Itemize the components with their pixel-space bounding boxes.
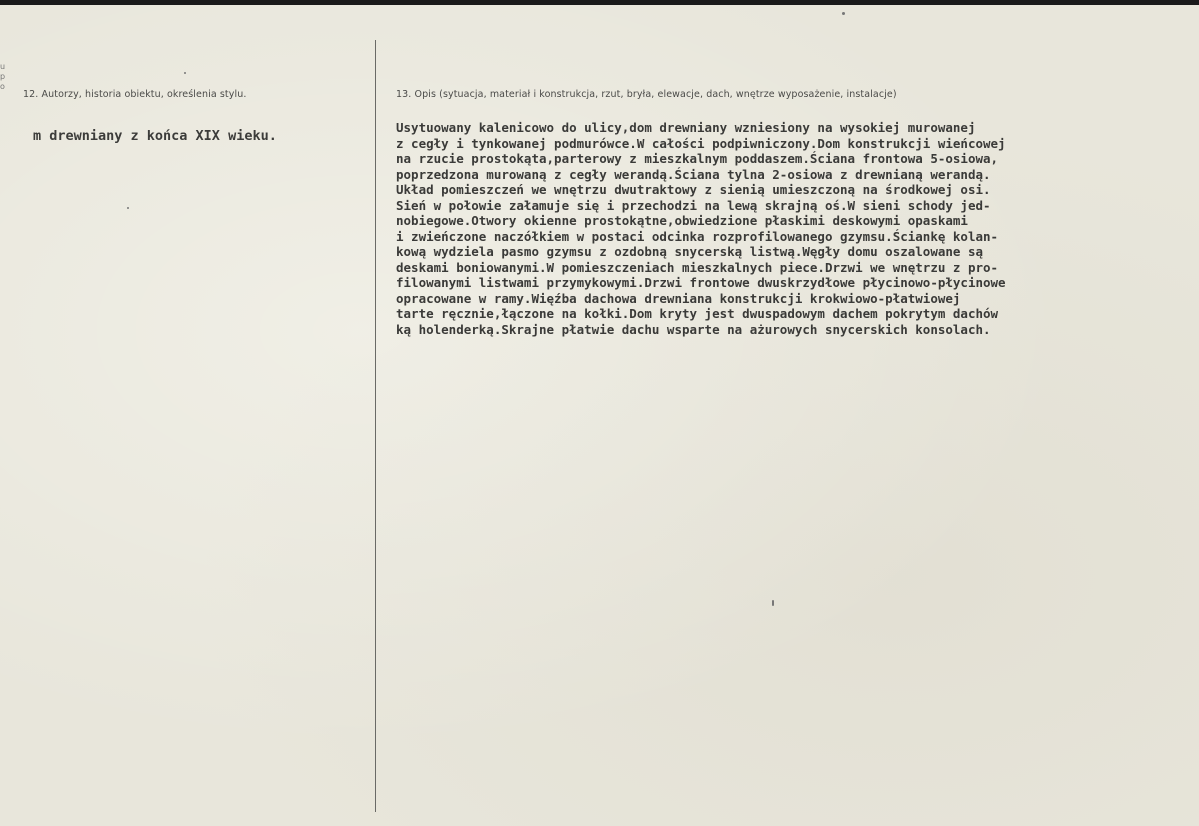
description-line: nobiegowe.Otwory okienne prostokątne,obwiedzione płaskimi deskowymi opaskami bbox=[396, 213, 968, 228]
description-line: opracowane w ramy.Więźba dachowa drewniana konstrukcji krokwiowo-płatwiowej bbox=[396, 290, 961, 306]
description-line: filowanymi listwami przymykowymi.Drzwi frontowe dwuskrzydłowe płycinowo-płycinowe bbox=[396, 275, 1006, 290]
description-line: Sień w połowie załamuje się i przechodzi na lewą skrajną oś.W sieni schody jed- bbox=[396, 197, 991, 213]
description-line: Usytuowany kalenicowo do ulicy,dom drewniany wzniesiony na wysokiej murowanej bbox=[396, 120, 976, 135]
margin-mark: p bbox=[0, 72, 6, 81]
field-13-label: 13. Opis (sytuacja, materiał i konstrukcja, rzut, bryła, elewacje, dach, wnętrze wyposażenie, instalacje) bbox=[396, 89, 897, 100]
description-line: Układ pomieszczeń we wnętrzu dwutraktowy z sienią umieszczoną na środkowej osi. bbox=[396, 182, 991, 197]
description-line: na rzucie prostokąta,parterowy z mieszkalnym poddaszem.Ściana frontowa 5-osiowa, bbox=[396, 151, 999, 166]
scan-top-edge bbox=[0, 0, 1199, 5]
field-12-text: m drewniany z końca XIX wieku. bbox=[33, 128, 277, 144]
margin-marks bbox=[0, 62, 8, 92]
description-line: deskami boniowanymi.W pomieszczeniach mieszkalnych piece.Drzwi we wnętrzu z pro- bbox=[396, 259, 999, 275]
margin-mark: o bbox=[0, 82, 5, 91]
field-13-text bbox=[396, 120, 1196, 337]
description-line: tarte ręcznie,łączone na kołki.Dom kryty jest dwuspadowym dachem pokrytym dachów bbox=[396, 306, 999, 321]
description-line: kową wydziela pasmo gzymsu z ozdobną snycerską listwą.Węgły domu oszalowane są bbox=[396, 244, 983, 259]
description-line: ką holenderką.Skrajne płatwie dachu wsparte na ażurowych snycerskich konsolach. bbox=[396, 321, 991, 337]
field-12-label: 12. Autorzy, historia obiektu, określenia stylu. bbox=[23, 89, 247, 100]
paper-speck bbox=[127, 207, 129, 209]
margin-mark: u bbox=[0, 62, 6, 71]
description-line: z cegły i tynkowanej podmurówce.W całości podpiwniczony.Dom konstrukcji wieńcowej bbox=[396, 135, 1006, 151]
paper-speck bbox=[842, 12, 845, 15]
description-line: i zwieńczone naczółkiem w postaci odcinka rozprofilowanego gzymsu.Ściankę kolan- bbox=[396, 228, 999, 244]
paper-speck bbox=[184, 72, 186, 74]
paper-speck bbox=[772, 600, 774, 606]
description-line: poprzedzona murowaną z cegły werandą.Ściana tylna 2-osiowa z drewnianą werandą. bbox=[396, 166, 991, 182]
column-divider bbox=[375, 40, 376, 812]
